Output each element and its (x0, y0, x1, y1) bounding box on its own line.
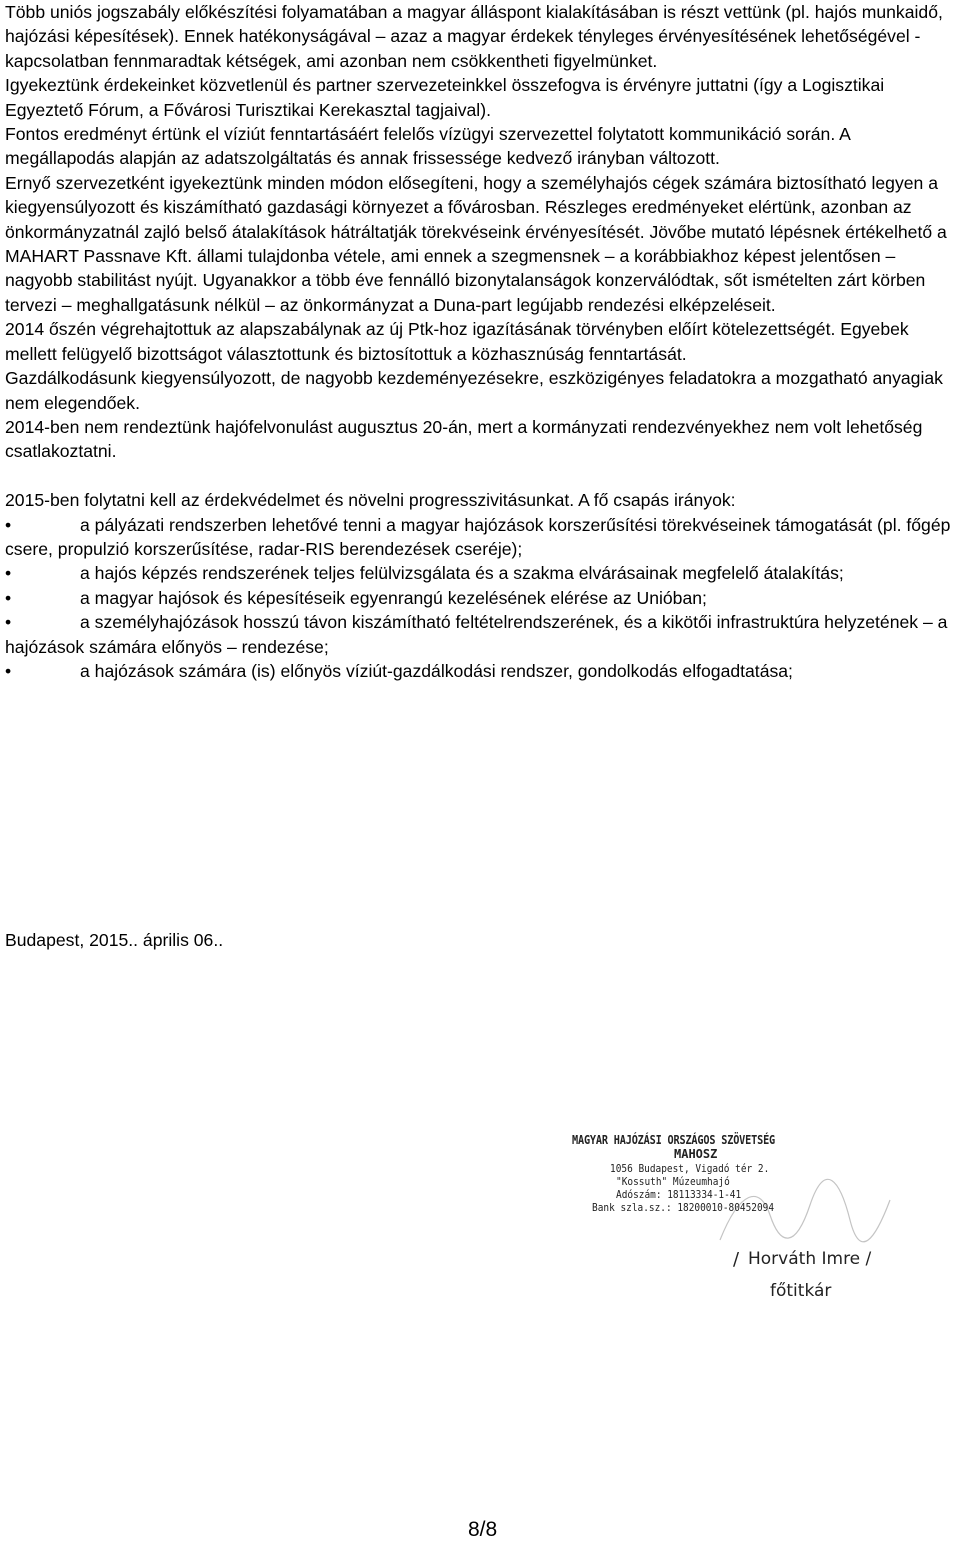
paragraph-passenger-shipping: Ernyő szervezetként igyekeztünk minden módon elősegíteni, hogy a személyhajós cégek számára biztosítható legyen a kiegyensúlyozott és kiszámítható gazdasági környezet a fővárosban. Részleges eredményeket elértünk, azonban az önkormányzatnál zajló belső átalakítások hátráltatják törekvéseink érvényesítését. Jövőbe mutató lépésnek értékelhető a MAHART Passnave Kft. állami tulajdonba vétele, ami ennek a szegmensnek – a korábbiakhoz képest jelentősen – nagyobb stabilitást nyújt. Ugyanakkor a több éve fennálló bizonytalanságok konzerválódtak, sőt ismételten zárt körben tervezi – meghallgatásunk nélkül – az önkormányzat a Duna-part legújabb rendezési elképzeléseit. (5, 172, 947, 315)
stamp-org-abbrev: MAHOSZ (674, 1147, 718, 1161)
priority-list (5, 513, 958, 684)
list-item-text: a pályázati rendszerben lehetővé tenni a magyar hajózások korszerűsítési törekvéseinek támogatását (pl. főgép csere, propulzió korszerűsítése, radar-RIS berendezések cseréje); (5, 514, 951, 559)
handwritten-signature (700, 1170, 900, 1260)
body-text (5, 0, 958, 683)
list-item (5, 561, 958, 585)
paragraph-waterway-communication: Fontos eredményt értünk el víziút fenntartásáért felelős vízügyi szervezettel folytatott kommunikáció során. A megállapodás alapján az adatszolgáltatás és annak frissessége kedvező irányban változott. (5, 124, 850, 169)
blank-line (5, 464, 958, 488)
paragraph-statutes: 2014 őszén végrehajtottuk az alapszabálynak az új Ptk-hoz igazításának törvényben előírt kötelezettségét. Egyebek mellett felügyelő bizottságot választottunk és biztosítottuk a közhasznúság fenntartását. (5, 319, 909, 364)
stamp-bank-account: Bank szla.sz.: 18200010-80452094 (592, 1202, 775, 1214)
paragraph-eu-legislation: Több uniós jogszabály előkészítési folyamatában a magyar álláspont kialakításában is részt vettünk (pl. hajós munkaidő, hajózási képesítések). Ennek hatékonyságával – azaz a magyar érdekek tényleges érvényesítésének lehetőségével - kapcsolatban fennmaradtak kétségek, ami azonban nem csökkentheti figyelmünket. (5, 2, 943, 71)
bullet-icon: • (5, 563, 12, 584)
paragraph-ship-parade: 2014-ben nem rendeztünk hajófelvonulást augusztus 20-án, mert a kormányzati rendezvényekhez nem volt lehetőség csatlakoztatni. (5, 416, 923, 462)
list-item-text: a személyhajózások hosszú távon kiszámítható feltételrendszerének, és a kikötői infrastruktúra helyzetének – a hajózások számára előnyös – rendezése; (5, 612, 948, 657)
list-item-text: a hajózások számára (is) előnyös víziút-gazdálkodási rendszer, gondolkodás elfogadtatása; (80, 660, 793, 681)
list-item (5, 610, 958, 659)
list-item (5, 586, 958, 610)
place-and-date: Budapest, 2015.. április 06.. (5, 930, 224, 950)
list-item-text: a hajós képzés rendszerének teljes felülvizsgálata és a szakma elvárásainak megfelelő átalakítás; (80, 563, 844, 584)
paragraph-finances: Gazdálkodásunk kiegyensúlyozott, de nagyobb kezdeményezésekre, eszközigényes feladatokra a mozgatható anyagiak nem elegendőek. (5, 368, 943, 413)
bullet-icon: • (5, 587, 12, 608)
stamp-org-name: MAGYAR HAJÓZÁSI ORSZÁGOS SZÖVETSÉG (572, 1133, 776, 1147)
bullet-icon: • (5, 612, 12, 633)
bullet-icon: • (5, 514, 12, 535)
stamp-location: "Kossuth" Múzeumhajó (616, 1176, 730, 1188)
paragraph-2015-intro: 2015-ben folytatni kell az érdekvédelmet és növelni progresszivitásunkat. A fő csapás irányok: (5, 490, 736, 511)
stamp-tax-number: Adószám: 18113334-1-41 (616, 1189, 742, 1201)
list-item-text: a magyar hajósok és képesítéseik egyenrangú kezelésének elérése az Unióban; (80, 587, 707, 608)
paragraph-partner-organizations: Igyekeztünk érdekeinket közvetlenül és partner szervezeteinkkel összefogva is érvényre juttatni (így a Logisztikai Egyeztető Fórum, a Fővárosi Turisztikai Kerekasztal tagjaival). (5, 75, 885, 120)
signature-slash: / (733, 1249, 740, 1270)
stamp-address: 1056 Budapest, Vigadó tér 2. (610, 1163, 770, 1175)
list-item (5, 659, 958, 683)
page-number: 8/8 (468, 1518, 498, 1541)
list-item (5, 513, 958, 562)
bullet-icon: • (5, 660, 12, 681)
signatory-title: főtitkár (770, 1281, 832, 1301)
signatory-name: Horváth Imre / (748, 1249, 872, 1269)
